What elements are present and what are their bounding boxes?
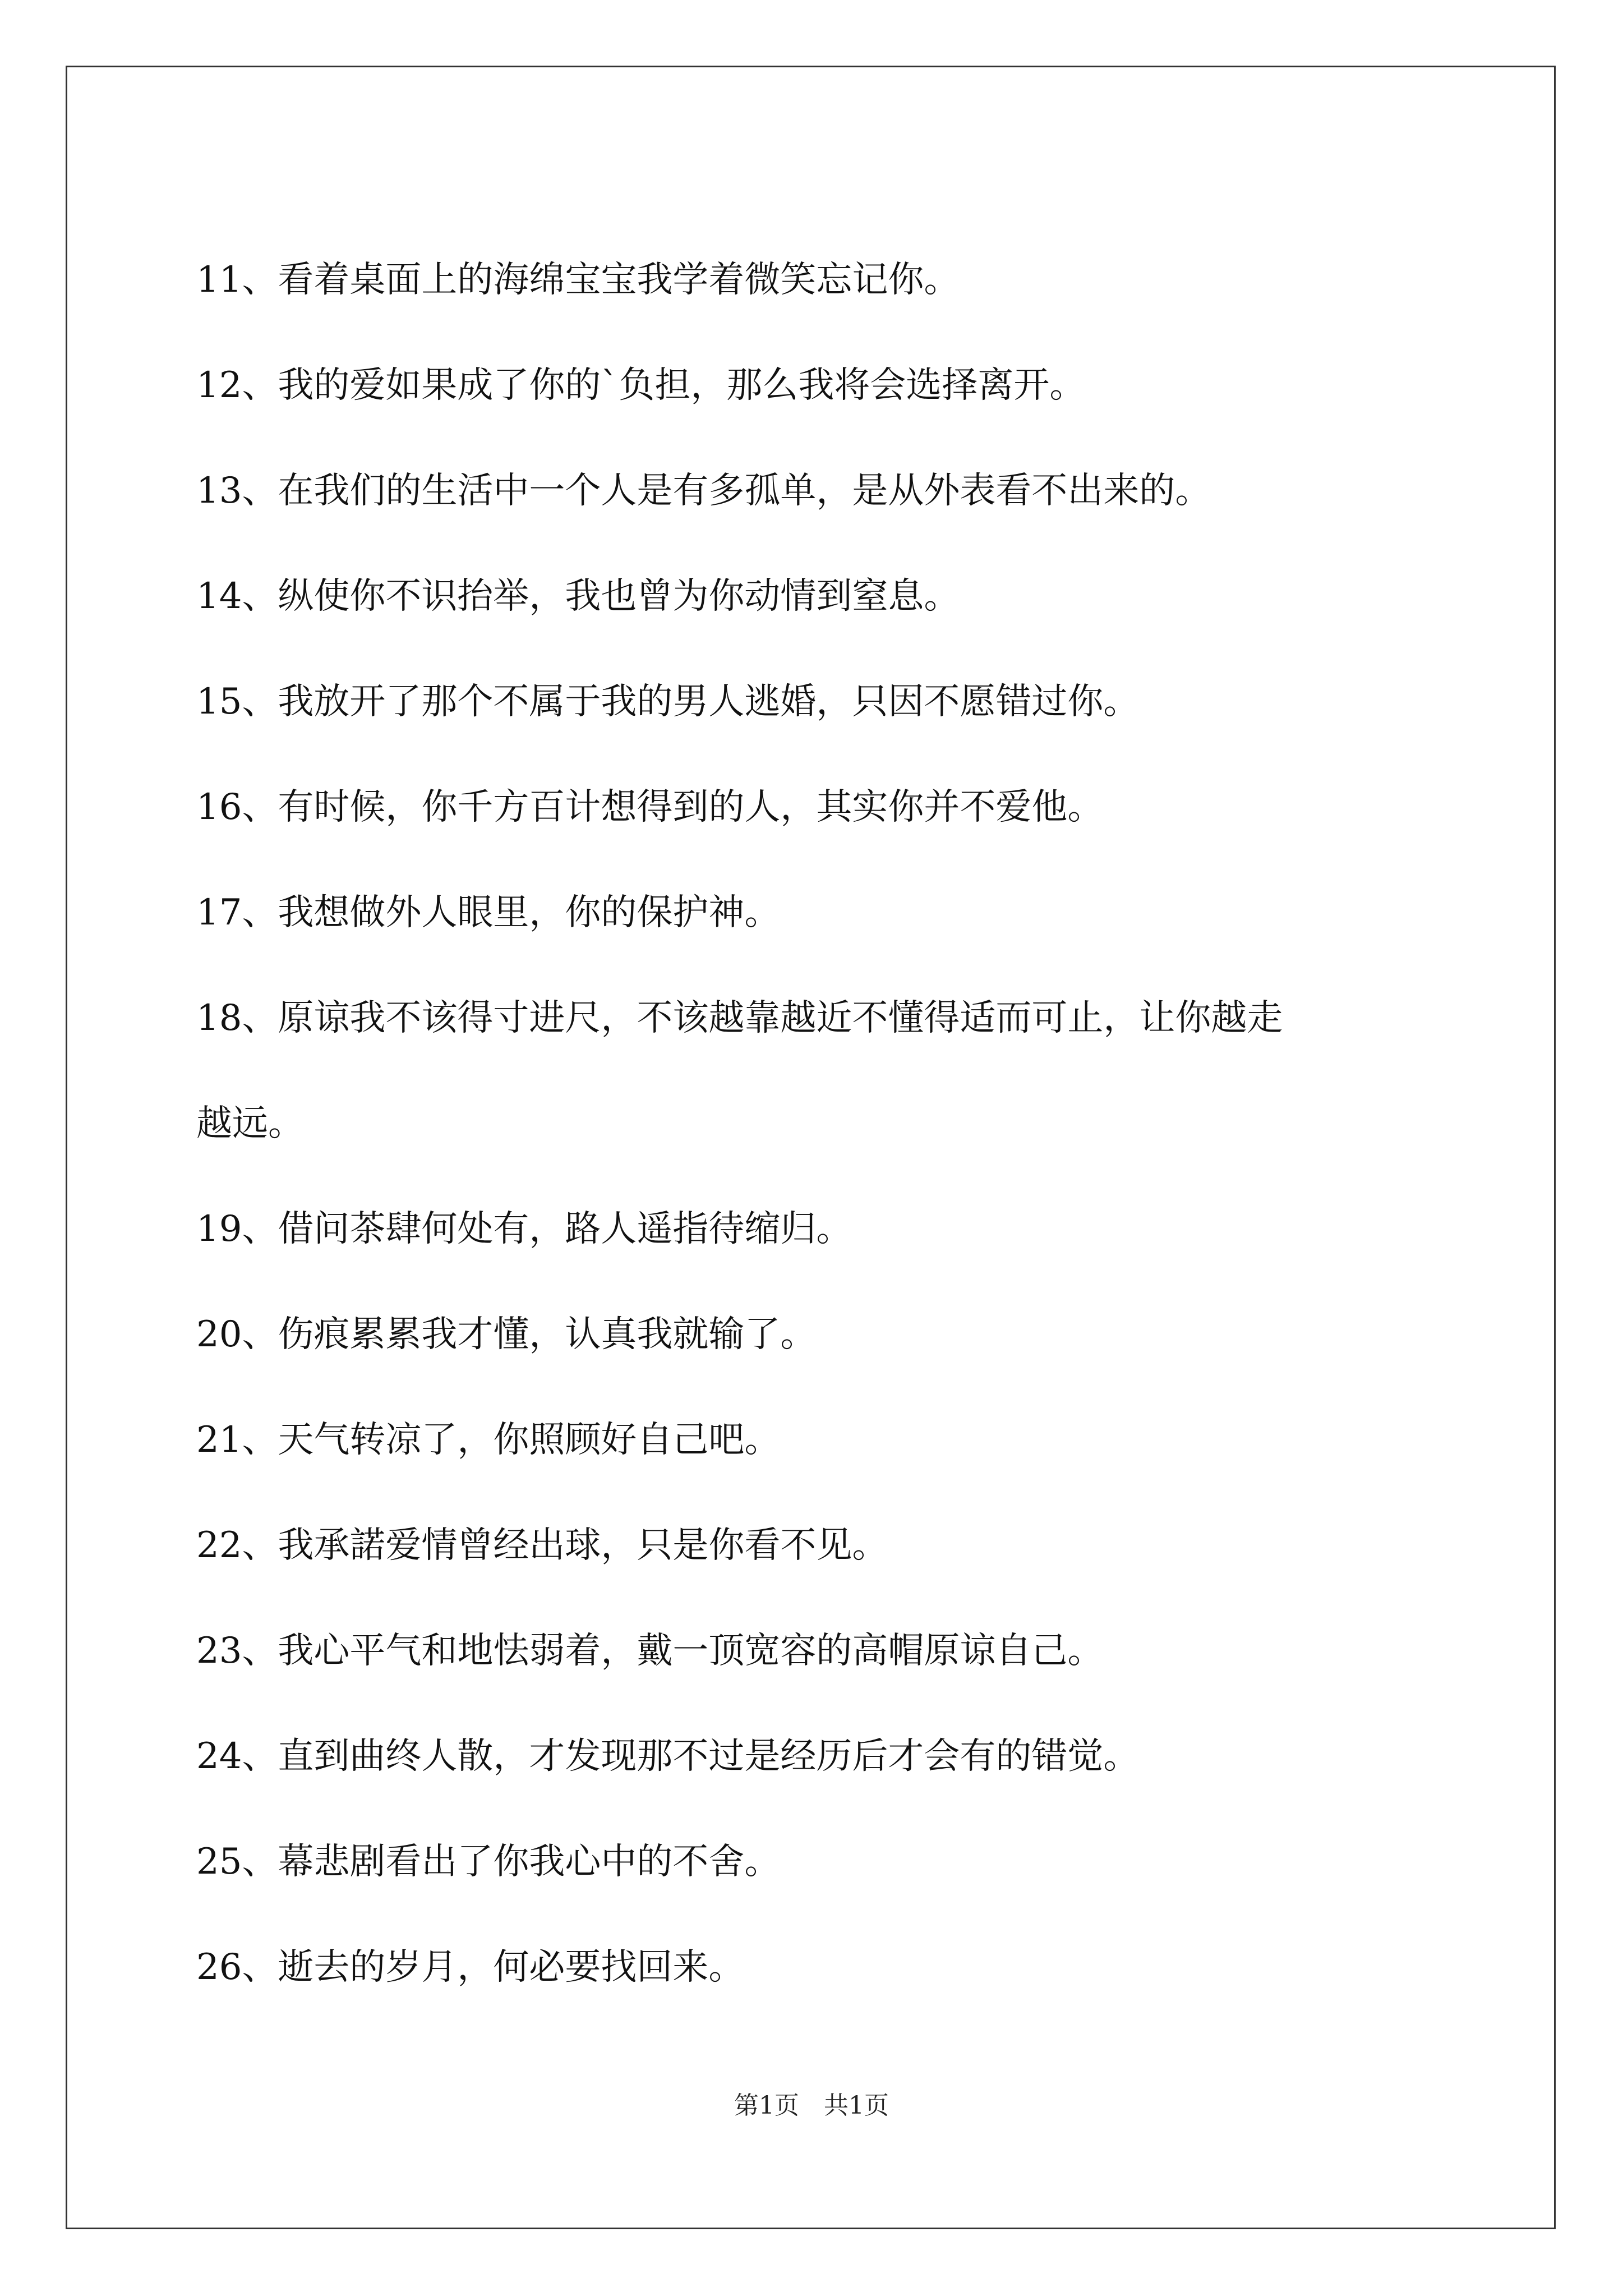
text-line: 11、看着桌面上的海绵宝宝我学着微笑忘记你。 — [196, 259, 960, 301]
text-line: 14、纵使你不识抬举，我也曾为你动情到窒息。 — [196, 576, 960, 617]
text-line: 24、直到曲终人散，才发现那不过是经历后才会有的错觉。 — [196, 1736, 1140, 1777]
text-line: 越远。 — [196, 1103, 304, 1144]
text-line: 19、借问茶肆何处有，路人遥指待缩归。 — [196, 1208, 852, 1250]
page-footer: 第1页 共1页 — [734, 2091, 889, 2120]
text-line: 26、逝去的岁月，何必要找回来。 — [196, 1947, 745, 1988]
text-line: 21、天气转凉了，你照顾好自己吧。 — [196, 1419, 781, 1461]
text-line: 20、伤痕累累我才懂，认真我就输了。 — [196, 1314, 817, 1355]
text-line: 18、原谅我不该得寸进尺，不该越靠越近不懂得适而可止，让你越走 — [196, 997, 1283, 1039]
document-body — [196, 227, 1436, 2020]
text-line: 13、在我们的生活中一个人是有多孤单，是从外表看不出来的。 — [196, 470, 1211, 512]
text-line: 22、我承諾爱情曾经出球，只是你看不见。 — [196, 1525, 888, 1566]
text-line: 25、幕悲剧看出了你我心中的不舍。 — [196, 1841, 781, 1883]
text-line: 23、我心平气和地怯弱着，戴一顶宽容的高帽原谅自己。 — [196, 1630, 1104, 1672]
text-line: 16、有时候，你千方百计想得到的人，其实你并不爱他。 — [196, 786, 1104, 828]
text-line: 12、我的爱如果成了你的`负担，那么我将会选择离开。 — [196, 365, 1086, 406]
text-line: 17、我想做外人眼里，你的保护神。 — [196, 892, 781, 933]
text-line: 15、我放开了那个不属于我的男人逃婚，只因不愿错过你。 — [196, 681, 1140, 723]
